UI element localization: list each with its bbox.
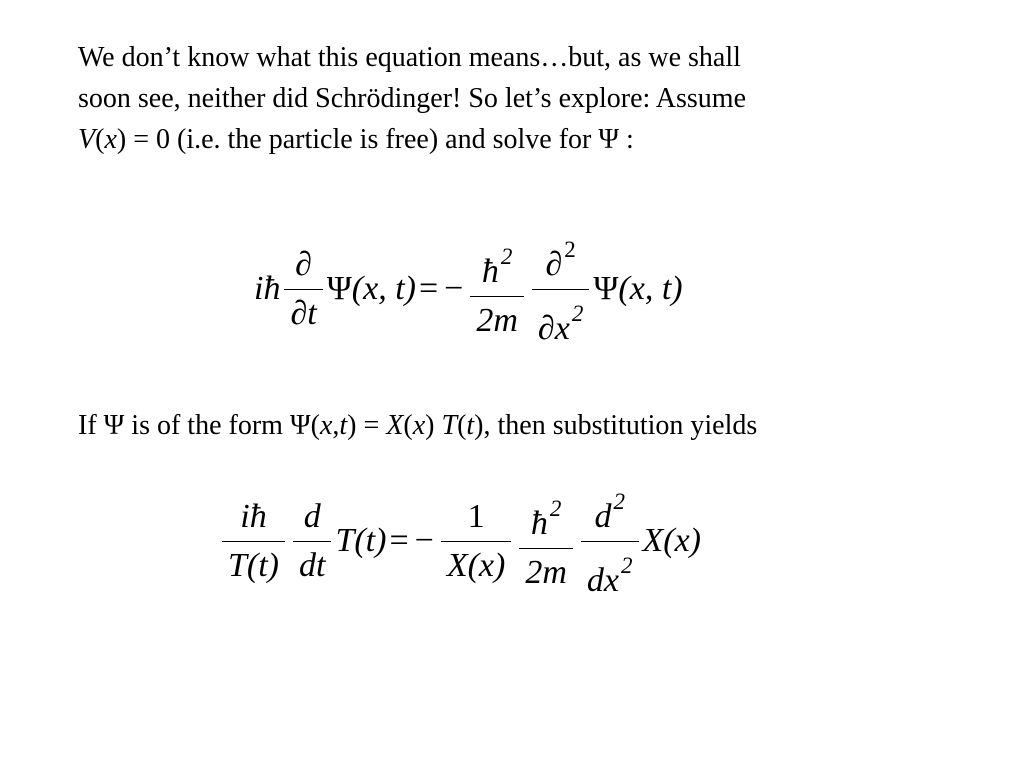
psi-symbol-rhs: Ψ (593, 270, 619, 307)
minus-sign: − (414, 522, 434, 559)
T-of-t: T(t) (222, 541, 285, 586)
hbar-squared (525, 489, 568, 548)
one-over-X-fraction (441, 497, 512, 586)
two-m: 2m (519, 548, 573, 593)
d-squared (588, 482, 631, 541)
dt-denominator: dt (293, 541, 331, 586)
exponent-2: 2 (564, 236, 576, 262)
if-text-3: ), then substitution yields (474, 410, 758, 441)
separation-statement (78, 405, 757, 446)
paren-close-1: ) (425, 410, 442, 441)
psi-symbol: Ψ (326, 270, 352, 307)
var-x-2: x (412, 410, 426, 441)
equals-sign: = (418, 270, 439, 307)
potential-v: V (78, 124, 96, 155)
if-text-1: If Ψ is of the form Ψ( (78, 410, 320, 441)
two-m: 2m (470, 296, 524, 341)
comma: , (332, 410, 340, 441)
one: 1 (467, 497, 485, 535)
if-text-2: ) = (347, 410, 387, 441)
psi-arguments: (x, t) (351, 270, 416, 307)
i-hbar: iħ (240, 497, 267, 535)
paren-open-1: ( (403, 410, 413, 441)
exponent-2: 2 (621, 552, 633, 578)
second-derivative-fraction (581, 482, 639, 601)
minus-sign: − (444, 270, 464, 307)
second-derivative-fraction (532, 230, 589, 349)
ih-over-T-fraction (222, 497, 285, 586)
hbar-squared (476, 237, 519, 296)
paren-open: ( (95, 124, 105, 155)
i-hbar: iħ (254, 270, 281, 307)
dx-squared (581, 541, 639, 601)
paren-open-2: ( (457, 410, 467, 441)
partial-sym: ∂ (545, 245, 563, 283)
intro-paragraph (78, 37, 746, 160)
intro-line-2: soon see, neither did Schrödinger! So let’s explore: Assume (78, 83, 746, 114)
exponent-2: 2 (613, 488, 625, 514)
var-t: t (339, 410, 348, 441)
partial-x: ∂x (537, 309, 570, 347)
variable-x: x (104, 124, 117, 155)
partial-numerator: ∂ (295, 245, 312, 283)
partial-squared (539, 230, 581, 289)
hbar-over-2m-fraction (519, 489, 573, 593)
exponent-2: 2 (500, 244, 513, 269)
hbar-over-2m-fraction (470, 237, 524, 341)
psi-arguments-rhs: (x, t) (618, 270, 683, 307)
d-numerator: d (303, 497, 321, 535)
time-derivative-fraction (284, 245, 322, 334)
equals-sign: = (389, 522, 409, 559)
hbar: ħ (481, 253, 499, 290)
X-of-x-term: X(x) (642, 522, 702, 559)
var-x: x (319, 410, 333, 441)
separated-equation (218, 480, 701, 602)
func-T: T (441, 410, 458, 441)
partial-x-squared (532, 289, 589, 349)
exponent-2: 2 (549, 496, 562, 521)
partial-t-denominator: ∂t (284, 289, 322, 334)
T-of-t-term: T(t) (335, 522, 387, 559)
dx: dx (586, 561, 619, 599)
intro-line-3 (78, 119, 746, 160)
hbar: ħ (530, 505, 548, 542)
X-of-x: X(x) (441, 541, 512, 586)
intro-line-3-rest: ) = 0 (i.e. the particle is free) and solve for Ψ : (116, 124, 634, 155)
func-X: X (386, 410, 404, 441)
intro-line-1: We don’t know what this equation means…but, as we shall (78, 42, 741, 73)
exponent-2: 2 (571, 300, 584, 326)
var-t-2: t (466, 410, 475, 441)
d-sym: d (594, 497, 612, 535)
d-dt-fraction (293, 497, 331, 586)
schrodinger-equation (254, 228, 683, 350)
